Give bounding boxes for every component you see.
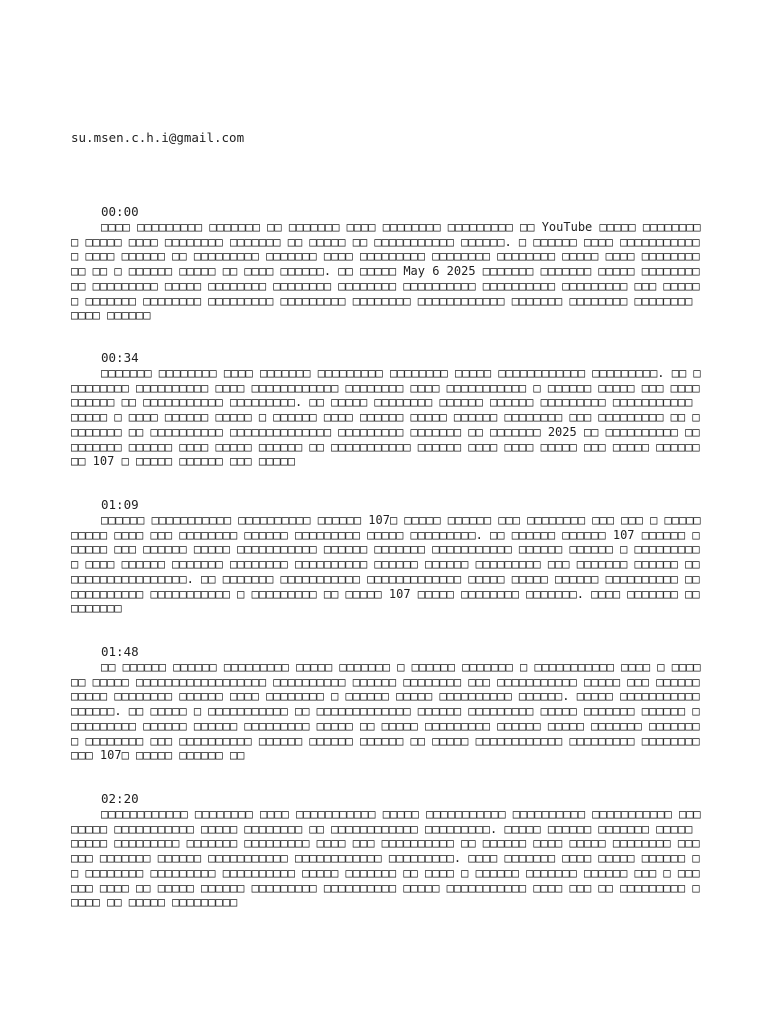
- timestamp: 01:09: [101, 497, 139, 512]
- transcript-paragraph: □□ □□□□□□ □□□□□□ □□□□□□□□□ □□□□□ □□□□□□□ □ □□□□□□ □□□□□□□ □ □□□□□□□□□□□ □□□□ □ □□□□□□ □□□□□ □□□□□□□□□□□□□□□□□□ □□□□□□□□□□ □□□□□□ □□□□□□□□ □□□ □□□□□□□□□□□ □□□□□ □□□ □□□□□□□□□□□ □□□□□□□□ □□□□□□ □□□□ □□□□□□□□ □ □□□□□□ □□□□□ □□□□□□□□□□ □□□□□□. □□□□□ □□□□□□□□□□□□□□□□□. □□ □□□□□ □ □□□□□□□□□□□ □□ □□□□□□□□□□□□□ □□□□□□ □□□□□□□□□ □□□□□ □□□□□□□ □□□□□□ □□□□□□□□□□ □□□□□□ □□□□□□ □□□□□□□□□ □□□□□ □□ □□□□□ □□□□□□□□□ □□□□□□ □□□□□ □□□□□□□ □□□□□□□□ □□□□□□□□ □□□ □□□□□□□□□□ □□□□□□ □□□□□□ □□□□□□ □□ □□□□□ □□□□□□□□□□□□ □□□□□□□□□ □□□□□□□□□□□ 107□ □□□□□ □□□□□□ □□: [71, 660, 701, 763]
- timestamp: 00:00: [101, 204, 139, 219]
- transcript-section: [71, 791, 701, 910]
- transcript-section: [71, 644, 701, 763]
- timestamp: 01:48: [101, 644, 139, 659]
- timestamp: 00:34: [101, 350, 139, 365]
- transcript-section: [71, 204, 701, 323]
- email-address: su.msen.c.h.i@gmail.com: [71, 130, 245, 145]
- transcript-paragraph: □□□□□□ □□□□□□□□□□□ □□□□□□□□□□ □□□□□□ 107□ □□□□□ □□□□□□ □□□ □□□□□□□□ □□□ □□□ □ □□□□□□□□□□ □□□□ □□□ □□□□□□□□ □□□□□□ □□□□□□□□□ □□□□□ □□□□□□□□□. □□ □□□□□□ □□□□□□ 107 □□□□□□ □□□□□□ □□□ □□□□□□ □□□□□ □□□□□□□□□□□ □□□□□□ □□□□□□□ □□□□□□□□□□□ □□□□□□ □□□□□□ □ □□□□□□□□□□ □□□□ □□□□□□ □□□□□□□ □□□□□□□□ □□□□□□□□□□ □□□□□□ □□□□□□ □□□□□□□□□ □□□ □□□□□□□ □□□□□□ □□□□□□□□□□□□□□□□□□. □□ □□□□□□□ □□□□□□□□□□□ □□□□□□□□□□□□□ □□□□□ □□□□□ □□□□□□ □□□□□□□□□□ □□ □□□□□□□□□□ □□□□□□□□□□□ □ □□□□□□□□□ □□ □□□□□ 107 □□□□□ □□□□□□□□ □□□□□□□. □□□□ □□□□□□□ □□□□□□□□□: [71, 513, 701, 616]
- transcript-paragraph: □□□□ □□□□□□□□□ □□□□□□□ □□ □□□□□□□ □□□□ □□□□□□□□ □□□□□□□□□ □□ YouTube □□□□□ □□□□□□□□□ □□□□□ □□□□ □□□□□□□□ □□□□□□□ □□ □□□□□ □□ □□□□□□□□□□□ □□□□□□. □ □□□□□□ □□□□ □□□□□□□□□□□□ □□□□ □□□□□□ □□ □□□□□□□□□ □□□□□□□ □□□□ □□□□□□□□□ □□□□□□□□ □□□□□□□□ □□□□□ □□□□ □□□□□□□□□□ □□ □ □□□□□□ □□□□□ □□ □□□□ □□□□□□. □□ □□□□□ May 6 2025 □□□□□□□ □□□□□□□ □□□□□ □□□□□□□□□□ □□□□□□□□□ □□□□□ □□□□□□□□ □□□□□□□□ □□□□□□□□ □□□□□□□□□□ □□□□□□□□□□ □□□□□□□□□ □□□ □□□□□□ □□□□□□□ □□□□□□□□ □□□□□□□□□ □□□□□□□□□ □□□□□□□□ □□□□□□□□□□□□ □□□□□□□ □□□□□□□□ □□□□□□□□ □□□□ □□□□□□: [71, 220, 701, 323]
- transcript-paragraph: □□□□□□□ □□□□□□□□ □□□□ □□□□□□□ □□□□□□□□□ □□□□□□□□ □□□□□ □□□□□□□□□□□□ □□□□□□□□□. □□ □□□□□□□□□ □□□□□□□□□□ □□□□ □□□□□□□□□□□□ □□□□□□□□ □□□□ □□□□□□□□□□□ □ □□□□□□ □□□□□ □□□ □□□□□□□□□□ □□ □□□□□□□□□□□ □□□□□□□□□. □□ □□□□□ □□□□□□□□ □□□□□□ □□□□□□ □□□□□□□□□ □□□□□□□□□□□ □□□□□ □ □□□□ □□□□□□ □□□□□ □ □□□□□□ □□□□ □□□□□□ □□□□□ □□□□□□ □□□□□□□□ □□□ □□□□□□□□□ □□ □□□□□□□□ □□ □□□□□□□□□□ □□□□□□□□□□□□□□ □□□□□□□□□ □□□□□□□ □□ □□□□□□□ 2025 □□ □□□□□□□□□□ □□□□□□□□□ □□□□□□ □□□□ □□□□□ □□□□□□ □□ □□□□□□□□□□□ □□□□□□ □□□□ □□□□ □□□□□ □□□ □□□□□ □□□□□□□□ 107 □ □□□□□ □□□□□□ □□□ □□□□□: [71, 366, 701, 469]
- transcript-section: [71, 497, 701, 616]
- transcript-section: [71, 350, 701, 469]
- timestamp: 02:20: [101, 791, 139, 806]
- transcript-paragraph: □□□□□□□□□□□□ □□□□□□□□ □□□□ □□□□□□□□□□□ □□□□□ □□□□□□□□□□□ □□□□□□□□□□ □□□□□□□□□□□ □□□□□□□□ □□□□□□□□□□□ □□□□□ □□□□□□□□ □□ □□□□□□□□□□□□ □□□□□□□□□. □□□□□ □□□□□□ □□□□□□□ □□□□□ □□□□□ □□□□□□□□□ □□□□□□□ □□□□□□□□□ □□□□ □□□ □□□□□□□□□□ □□ □□□□□□ □□□□ □□□□□ □□□□□□□□ □□□□□□ □□□□□□□ □□□□□□ □□□□□□□□□□□ □□□□□□□□□□□□ □□□□□□□□□. □□□□ □□□□□□□ □□□□ □□□□□ □□□□□□ □□ □□□□□□□□ □□□□□□□□□ □□□□□□□□□□ □□□□□ □□□□□□□ □□ □□□□ □ □□□□□□ □□□□□□□ □□□□□□ □□□ □ □□□□□□ □□□□ □□ □□□□□ □□□□□□ □□□□□□□□□ □□□□□□□□□□ □□□□□ □□□□□□□□□□□ □□□□ □□□ □□ □□□□□□□□□ □□□□□ □□ □□□□□ □□□□□□□□□: [71, 807, 701, 910]
